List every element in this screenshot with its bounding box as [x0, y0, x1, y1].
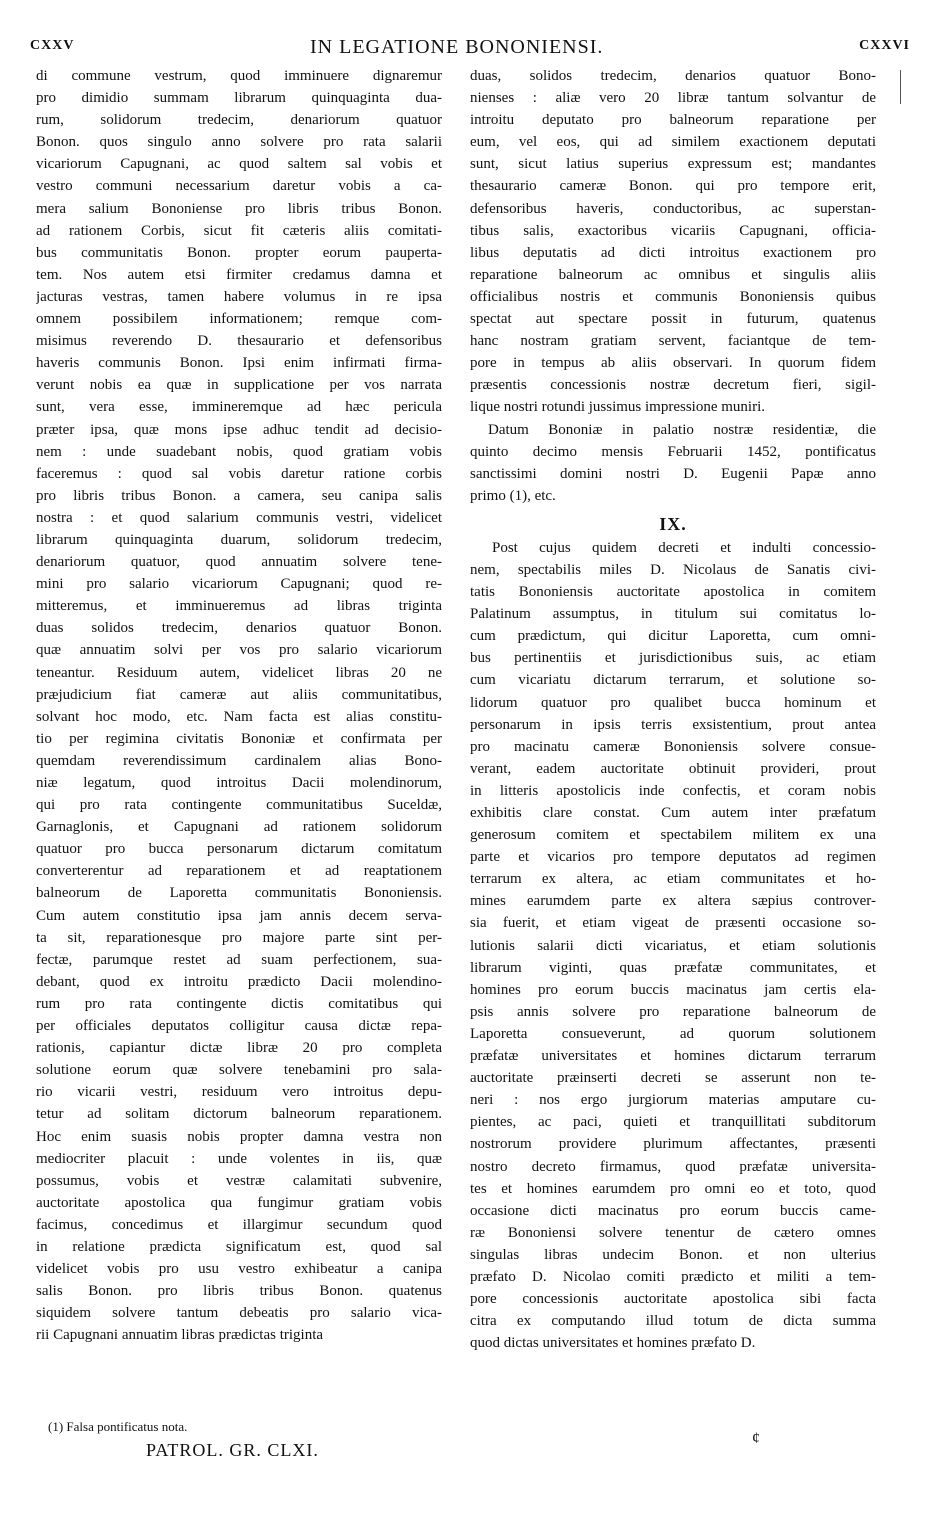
ornament-mark: ¢	[752, 1430, 760, 1447]
text-line: nem, spectabilis miles D. Nicolaus de Sanatis civi-	[470, 561, 876, 578]
text-line: duas solidos tredecim, denarios quatuor Bonon.	[36, 620, 442, 637]
text-line: auctoritate apostolica qua fungimur gratiam vobis	[36, 1194, 442, 1211]
text-line: personarum in ipsis terris exsistentium, prout antea	[470, 716, 876, 733]
text-line: officialibus nostris et communis Bononiensis quibus	[470, 288, 876, 305]
text-line: salis Bonon. pro libris tribus Bonon. quatenus	[36, 1283, 442, 1300]
text-line: pientes, ac paci, quieti et tranquillitati subditorum	[470, 1114, 876, 1131]
text-line: niæ legatum, quod introitus Dacii molendinorum,	[36, 775, 442, 791]
text-line: verant, eadem auctoritate obtinuit provideri, prout	[470, 760, 876, 777]
text-line: ræ Bononiensi solvere tenentur de cætero omnes	[470, 1224, 876, 1241]
text-line: nem : unde suadebant nobis, quod gratiam vobis	[36, 443, 442, 460]
text-line: mitteremus, et imminueremus ad libras triginta	[36, 598, 442, 615]
text-line: præjudicium fiat cameræ aut aliis communitatibus,	[36, 686, 442, 703]
text-line: duas, solidos tredecim, denarios quatuor Bono-	[470, 68, 876, 84]
text-line: quod dictas universitates et homines præfato D.	[470, 1335, 756, 1352]
text-line: facimus, concedimus et illargimur secundum quod	[36, 1216, 442, 1233]
text-line: terrarum ex altera, ac etiam communitates et ho-	[470, 871, 876, 888]
text-line: Datum Bononiæ in palatio nostræ residentiæ, die	[488, 421, 876, 438]
left-column	[36, 65, 442, 1346]
text-line: præter ipsa, quæ mons ipse adhuc tendit ad decisio-	[36, 421, 442, 438]
text-line: quæ annuatim solvi per vos pro salario vicariorum	[36, 642, 442, 659]
text-line: rio vicarii vestri, residuum vero introitus depu-	[36, 1084, 442, 1101]
text-line: defensoribus haveris, conductoribus, ac superstan-	[470, 200, 876, 217]
text-line: hanc nostram gratiam servent, faciantque de tem-	[470, 333, 876, 350]
section-heading: IX.	[659, 513, 687, 534]
text-line: tes et homines earumdem pro omni eo et toto, quod	[470, 1180, 876, 1197]
text-line: rum pro rata contingente dictis comitatibus qui	[36, 995, 442, 1012]
text-line: faceremus : quod sal vobis daretur ratione corbis	[36, 465, 442, 482]
text-line: quatuor pro bucca personarum dictarum comitatum	[36, 841, 442, 858]
text-line: balneorum de Laporetta communitatis Bononiensis.	[36, 885, 442, 902]
text-line: rii Capugnani annuatim libras prædictas triginta	[36, 1327, 324, 1344]
text-line: possumus, vobis et vestræ calamitati subvenire,	[36, 1172, 442, 1189]
text-line: sanctissimi domini nostri D. Eugenii Papæ anno	[470, 465, 876, 482]
text-line: tatis Bononiensis auctoritate apostolica in comitem	[470, 584, 876, 601]
text-line: exhibitis clare constat. Cum autem inter præfatum	[470, 805, 876, 821]
text-line: Cum autem constitutio ipsa jam annis decem serva-	[36, 907, 442, 924]
text-line: mini pro salario vicariorum Capugnani; quod re-	[36, 576, 442, 593]
text-line: siquidem solvere tantum debeatis pro salario vica-	[36, 1305, 442, 1322]
text-line: ta sit, reparationesque pro majore parte sint per-	[36, 929, 442, 946]
text-line: tibus salis, exactoribus vicariis Capugnani, officia-	[470, 222, 876, 239]
text-line: quinto decimo mensis Februarii 1452, pontificatus	[470, 443, 876, 460]
text-line: librarum viginti, quas præfatæ communitates, et	[470, 959, 876, 976]
text-line: cum vicariatu dictarum terrarum, et solutione so-	[470, 672, 876, 689]
text-line: debant, quod ex introitu prædicto Dacii molendino-	[36, 973, 442, 990]
text-line: pore in tempus ab aliis observari. In quorum fidem	[470, 355, 876, 372]
text-line: reparatione balneorum ac omnibus et singulis aliis	[470, 266, 876, 283]
text-line: citra ex computando illud totum de dicta summa	[470, 1313, 876, 1330]
text-line: verunt nobis ea quæ in supplicatione per vos narrata	[36, 377, 442, 394]
signature-mark: PATROL. GR. CLXI.	[146, 1440, 319, 1460]
text-line: vestro communi necessarium daretur vobis a ca-	[36, 178, 442, 195]
text-line: mines earumdem parte ex altera sæpius controver-	[470, 893, 876, 910]
text-line: introitu deputato pro balneorum reparatione per	[470, 112, 876, 129]
text-line: in relatione prædicta significatum est, quod sal	[36, 1238, 442, 1255]
text-line: pro libris tribus Bonon. a camera, seu canipa salis	[36, 487, 442, 504]
page-number-left: CXXV	[30, 38, 75, 53]
page-number-right: CXXVI	[859, 38, 910, 53]
text-line: Hoc enim suasis nobis propter damna vestra non	[36, 1128, 442, 1145]
text-line: eum, vel eos, qui ad similem exactionem deputati	[470, 134, 876, 151]
text-line: Laporetta consueverunt, ad quorum solutionem	[470, 1025, 876, 1042]
text-line: thesaurario cameræ Bonon. qui pro tempore erit,	[470, 178, 876, 195]
text-line: Bonon. quos singulo anno solvere pro rata salarii	[36, 134, 442, 151]
text-line: nostro decreto firmamus, quod præfatæ universita-	[470, 1158, 876, 1175]
text-line: converterentur ad reparationem et ad reaptationem	[36, 863, 442, 880]
text-line: lidorum quatuor pro qualibet bucca hominum et	[470, 694, 876, 711]
footnote: (1) Falsa pontificatus nota.	[48, 1419, 188, 1434]
text-line: bus pertinentiis et jurisdictionibus suis, ac etiam	[470, 650, 876, 667]
text-line: solutione eorum quæ solvere tenebamini pro sala-	[36, 1062, 442, 1079]
text-line: sia fuerit, et etiam vigeat de præsenti occasione so-	[470, 915, 876, 932]
text-line: pro macinatu cameræ Bononiensis solvere consue-	[470, 738, 876, 755]
text-line: lique nostri rotundi jussimus impressione muniri.	[470, 399, 765, 416]
text-line: vicariorum Capugnani, ac quod saltem sal vobis et	[36, 156, 442, 173]
text-line: denariorum quatuor, quod annuatim solvere tene-	[36, 554, 442, 571]
text-line: per officiales deputatos colligitur causa dictæ repa-	[36, 1018, 442, 1035]
text-line: teneantur. Residuum autem, videlicet libras 20 ne	[36, 664, 442, 681]
text-line: nostrorum providere plurimum affectantes, præsenti	[470, 1136, 876, 1153]
text-line: spectat aut spectare possit in futurum, quatenus	[470, 311, 876, 328]
text-line: tetur ad solitam dictorum balneorum reparationem.	[36, 1106, 442, 1123]
text-line: omnem possibilem informationem; remque com-	[36, 311, 442, 328]
text-line: pro dimidio summam librarum quinquaginta dua-	[36, 90, 442, 107]
text-line: quemdam reverendissimum cardinalem alias Bono-	[36, 752, 442, 769]
text-line: jacturas vestras, tamen habere volumus in re ipsa	[36, 288, 442, 305]
text-line: librarum quinquaginta duarum, solidorum tredecim,	[36, 531, 442, 548]
text-line: lutionis salarii dicti vicariatus, et etiam solutionis	[470, 937, 876, 954]
text-line: sunt, sicut latius superius expressum est; mandantes	[470, 156, 876, 173]
text-line: psis annis solvere pro reparatione balneorum de	[470, 1003, 876, 1020]
text-line: Post cujus quidem decreti et indulti concessio-	[492, 539, 876, 556]
text-line: singulas libras undecim Bonon. et non ulterius	[470, 1246, 876, 1263]
text-line: mediocriter placuit : unde volentes in iis, quæ	[36, 1150, 442, 1167]
text-line: haveris communis Bonon. Ipsi enim infirmati firma-	[36, 355, 442, 372]
text-line: ad rationem Corbis, sicut fit cæteris aliis comitati-	[36, 222, 442, 239]
text-line: pore concessionis auctoritate apostolica sibi facta	[470, 1291, 876, 1308]
running-header	[30, 36, 910, 60]
text-line: rum, solidorum tredecim, denariorum quatuor	[36, 112, 442, 129]
section-ix-text-block	[470, 537, 876, 1354]
text-line: sunt, vera esse, immineremque ad hæc pericula	[36, 399, 442, 416]
text-line: neri : nos ergo jurgiorum materias amputare cu-	[470, 1092, 876, 1109]
text-line: di commune vestrum, quod imminuere dignaremur	[36, 68, 442, 84]
text-line: generosum comitem et spectabilem militem ex una	[470, 827, 876, 844]
right-column	[470, 65, 876, 1354]
text-line: parte et vicarios pro tempore deputatos ad regimen	[470, 849, 876, 866]
text-line: primo (1), etc.	[470, 487, 556, 504]
text-line: homines pro eorum buccis macinatus jam certis ela-	[470, 981, 876, 998]
text-line: solvant hoc modo, etc. Nam facta est alias constitu-	[36, 708, 442, 725]
text-line: nostra : et quod salarium communis vestri, videlicet	[36, 509, 442, 526]
text-line: tem. Nos autem etsi firmiter credamus damna et	[36, 266, 442, 283]
text-line: fectæ, parumque restet ad suam perfectionem, sua-	[36, 951, 442, 968]
text-line: præfatæ universitates et homines dictarum terrarum	[470, 1048, 876, 1065]
text-line: nienses : aliæ vero 20 libræ tantum solvantur de	[470, 90, 876, 107]
text-line: in litteris apostolicis inde confectis, et coram nobis	[470, 782, 876, 799]
text-line: præfato D. Nicolao comiti prædicto et militi a tem-	[470, 1268, 876, 1285]
text-line: cum prædictum, qui dicitur Laporetta, cum omni-	[470, 628, 876, 645]
text-line: occasione dicti macinatus pro eorum buccis came-	[470, 1202, 876, 1219]
text-line: misimus reverendo D. thesaurario et defensoribus	[36, 333, 442, 350]
text-line: mera salium Bononiense pro libris tribus Bonon.	[36, 200, 442, 217]
text-line: tio per regimina civitatis Bononiæ et confirmata per	[36, 730, 442, 747]
text-line: præsentis concessionis nostræ decretum fieri, sigil-	[470, 377, 876, 394]
text-line: videlicet vobis pro usu vestro exhibeatur a canipa	[36, 1261, 442, 1278]
text-line: libus deputatis ad dicti introitus exactionem pro	[470, 244, 876, 261]
text-line: bus communitatis Bonon. propter eorum pauperta-	[36, 244, 442, 261]
running-title: IN LEGATIONE BONONIENSI.	[310, 36, 604, 58]
decree-text-block	[470, 65, 876, 507]
margin-mark	[900, 70, 904, 104]
text-line: Palatinum assumptus, in titulum sui comitatus lo-	[470, 606, 876, 623]
text-line: Garnaglonis, et Capugnani ad rationem solidorum	[36, 819, 442, 836]
text-line: auctoritate præinserti decreti se asserunt non te-	[470, 1070, 876, 1087]
text-line: rationis, capiantur dictæ libræ 20 pro completa	[36, 1040, 442, 1057]
text-line: qui pro rata contingente communitatibus Suceldæ,	[36, 797, 442, 814]
